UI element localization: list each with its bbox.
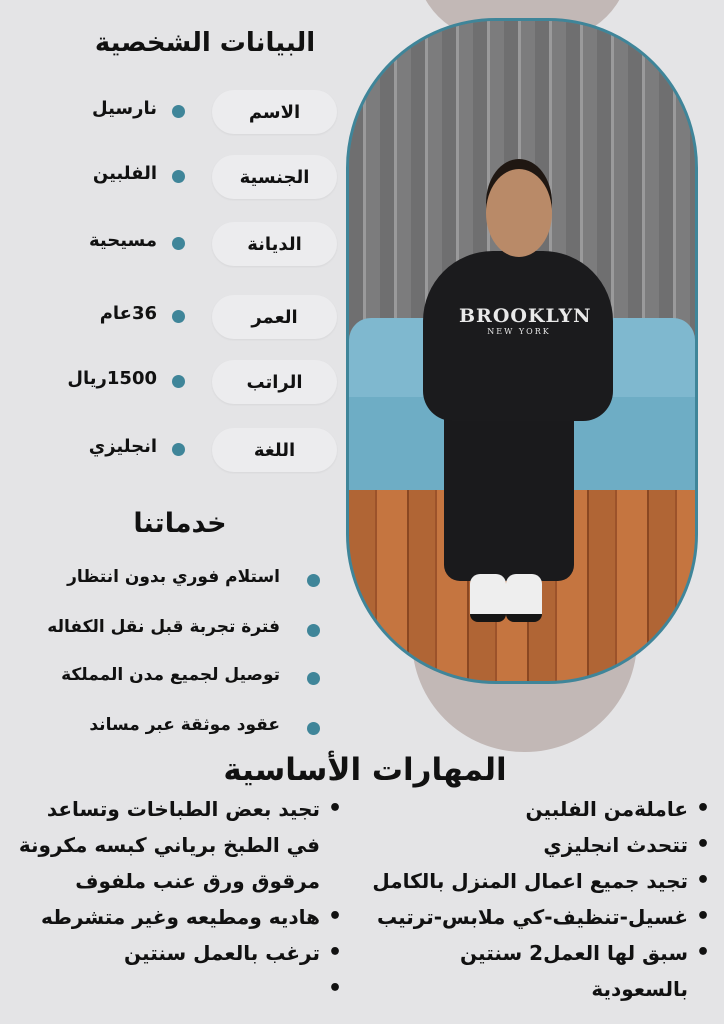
field-label: الجنسية [212, 155, 337, 199]
skill-item: • ترغب بالعمل سنتين [9, 935, 344, 971]
skill-item: • تجيد جميع اعمال المنزل بالكامل [357, 863, 712, 899]
service-item [30, 565, 330, 597]
photo-shoe-left [470, 574, 506, 622]
field-label: اللغة [212, 428, 337, 472]
photo-shoe-right [506, 574, 542, 622]
shirt-subtext: NEW YORK [487, 327, 551, 336]
service-text: استلام فوري بدون انتظار [67, 567, 280, 587]
field-label: العمر [212, 295, 337, 339]
bullet-dot-icon [172, 170, 185, 183]
field-row-religion [70, 222, 340, 266]
shirt-text: BROOKLYN [459, 305, 592, 327]
service-item [30, 663, 330, 695]
field-label: الاسم [212, 90, 337, 134]
bullet-dot-icon [172, 443, 185, 456]
field-row-name [70, 90, 340, 134]
field-row-nationality [70, 155, 340, 199]
bullet-dot-icon [307, 722, 320, 735]
field-value: مسيحية [88, 230, 157, 251]
photo-person-legs [444, 411, 574, 581]
skills-title: المهارات الأساسية [223, 752, 507, 788]
bullet-dot-icon [307, 672, 320, 685]
skill-item: • عاملةمن الفلبين [357, 791, 712, 827]
service-text: توصيل لجميع مدن المملكة [61, 665, 280, 685]
service-text: فترة تجربة قبل نقل الكفاله [47, 617, 280, 637]
bullet-dot-icon [307, 574, 320, 587]
skill-item: • تتحدث انجليزي [357, 827, 712, 863]
bullet-dot-icon [172, 375, 185, 388]
service-item [30, 615, 330, 647]
bullet-dot-icon [172, 237, 185, 250]
bullet-dot-icon [172, 105, 185, 118]
service-item [30, 713, 330, 745]
field-value: نارسيل [92, 98, 157, 119]
skills-list-right [357, 791, 712, 1007]
skill-item: • هاديه ومطيعه وغير متشرطه [9, 899, 344, 935]
bullet-dot-icon [172, 310, 185, 323]
services-title: خدماتنا [133, 508, 227, 539]
field-row-salary [67, 360, 340, 404]
field-label: الديانة [212, 222, 337, 266]
service-text: عقود موثقة عبر مساند [89, 715, 280, 735]
photo-shirt-print [459, 305, 592, 336]
field-row-age [70, 295, 340, 339]
photo-person-head [486, 169, 552, 257]
photo-person-body [423, 251, 613, 421]
personal-info-title: البيانات الشخصية [94, 28, 316, 58]
field-value: 1500ريال [67, 368, 157, 389]
field-value: انجليزي [88, 436, 157, 457]
field-value: الفلبين [92, 163, 157, 184]
skill-item: • غسيل-تنظيف-كي ملابس-ترتيب [357, 899, 712, 935]
field-value: 36عام [99, 303, 157, 324]
profile-photo [346, 18, 698, 684]
field-row-language [70, 428, 340, 472]
bullet-dot-icon [307, 624, 320, 637]
skill-item: • سبق لها العمل2 سنتين بالسعودية [357, 935, 712, 1007]
field-label: الراتب [212, 360, 337, 404]
skills-list-left [9, 791, 344, 971]
skill-item: • تجيد بعض الطباخات وتساعد في الطبخ برياني كبسه مكرونة مرقوق ورق عنب ملفوف [9, 791, 344, 899]
